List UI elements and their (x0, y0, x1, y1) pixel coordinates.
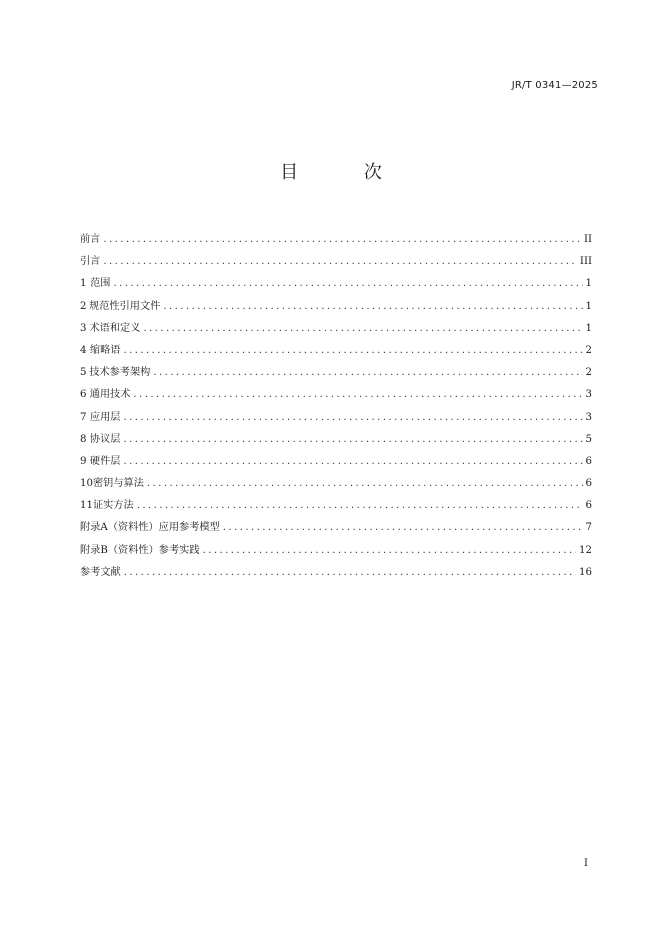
toc-entry-page: 3 (585, 389, 592, 401)
toc-entry-page: 12 (579, 544, 592, 556)
toc-entry-number: 2 (80, 300, 87, 312)
toc-leader-dots (163, 296, 582, 318)
toc-entry-text: 硬件层 (89, 455, 121, 467)
toc-leader-dots (103, 229, 581, 251)
toc-entry-number: 4 (80, 344, 87, 356)
toc-leader-dots (123, 429, 582, 451)
toc-entry-text: 引言 (80, 256, 101, 268)
toc-entry-page: 1 (585, 322, 592, 334)
toc-leader-dots (153, 362, 582, 384)
toc-entry-foreword[interactable] (80, 229, 592, 251)
toc-entry-number: 5 (80, 367, 87, 379)
toc-entry-6[interactable] (80, 384, 592, 406)
toc-entry-text: 范围 (90, 278, 111, 290)
toc-entry-references[interactable] (80, 562, 592, 584)
toc-entry-text: 协议层 (89, 433, 121, 445)
toc-leader-dots (123, 407, 582, 429)
toc-entry-11[interactable] (80, 495, 592, 517)
toc-entry-page: 7 (585, 522, 592, 534)
toc-entry-appendix-b[interactable] (80, 540, 592, 562)
toc-entry-introduction[interactable] (80, 251, 592, 273)
toc-leader-dots (137, 495, 583, 517)
toc-entry-10[interactable] (80, 473, 592, 495)
toc-entry-text: 证实方法 (92, 500, 134, 512)
toc-entry-page: II (583, 234, 592, 245)
toc-leader-dots (123, 340, 582, 362)
toc-entry-3[interactable] (80, 318, 592, 340)
toc-entry-page: 1 (585, 300, 592, 312)
toc-entry-page: 6 (585, 500, 592, 512)
toc-entry-page: 16 (579, 566, 592, 578)
toc-entry-page: 3 (585, 411, 592, 423)
toc-entry-page: III (579, 256, 592, 268)
toc-leader-dots (133, 384, 582, 406)
toc-leader-dots (123, 451, 582, 473)
toc-entry-number: 10 (80, 478, 93, 490)
toc-entry-number: 11 (80, 500, 93, 512)
toc-entry-number: 1 (80, 278, 87, 290)
toc-entry-9[interactable] (80, 451, 592, 473)
toc-leader-dots (124, 562, 576, 584)
toc-entry-text: 规范性引用文件 (89, 300, 161, 312)
toc-entry-text: 附录B（资料性）参考实践 (80, 544, 200, 556)
page-number: I (584, 858, 588, 869)
toc-entry-page: 5 (585, 433, 592, 445)
toc-leader-dots (113, 273, 582, 295)
toc-entry-page: 2 (585, 367, 592, 379)
toc-entry-1[interactable] (80, 273, 592, 295)
toc-entry-number: 7 (80, 411, 87, 423)
toc-leader-dots (103, 251, 577, 273)
toc-entry-appendix-a[interactable] (80, 517, 592, 539)
toc-entry-8[interactable] (80, 429, 592, 451)
toc-entry-4[interactable] (80, 340, 592, 362)
toc-entry-text: 密钥与算法 (92, 478, 144, 490)
toc-entry-number: 9 (80, 455, 87, 467)
toc-entry-page: 2 (585, 344, 592, 356)
toc-leader-dots (223, 517, 583, 539)
toc-entry-text: 术语和定义 (89, 322, 141, 334)
toc-entry-text: 技术参考架构 (89, 367, 151, 379)
toc-entry-number: 8 (80, 433, 87, 445)
toc-entry-7[interactable] (80, 407, 592, 429)
toc-entry-text: 前言 (80, 234, 101, 245)
toc-title: 目 次 (280, 162, 412, 183)
table-of-contents (80, 229, 592, 584)
toc-entry-text: 应用层 (89, 411, 121, 423)
document-code: JR/T 0341—2025 (511, 80, 598, 91)
toc-entry-page: 1 (585, 278, 592, 290)
toc-entry-number: 3 (80, 322, 87, 334)
toc-entry-5[interactable] (80, 362, 592, 384)
toc-entry-page: 6 (585, 455, 592, 467)
toc-leader-dots (143, 318, 582, 340)
toc-entry-text: 通用技术 (89, 389, 131, 401)
toc-entry-2[interactable] (80, 296, 592, 318)
toc-entry-text: 附录A（资料性）应用参考模型 (80, 522, 220, 534)
toc-leader-dots (147, 473, 583, 495)
toc-entry-number: 6 (80, 389, 87, 401)
toc-leader-dots (203, 540, 576, 562)
toc-entry-page: 6 (585, 478, 592, 490)
toc-entry-text: 参考文献 (80, 566, 121, 578)
toc-entry-text: 缩略语 (89, 344, 121, 356)
